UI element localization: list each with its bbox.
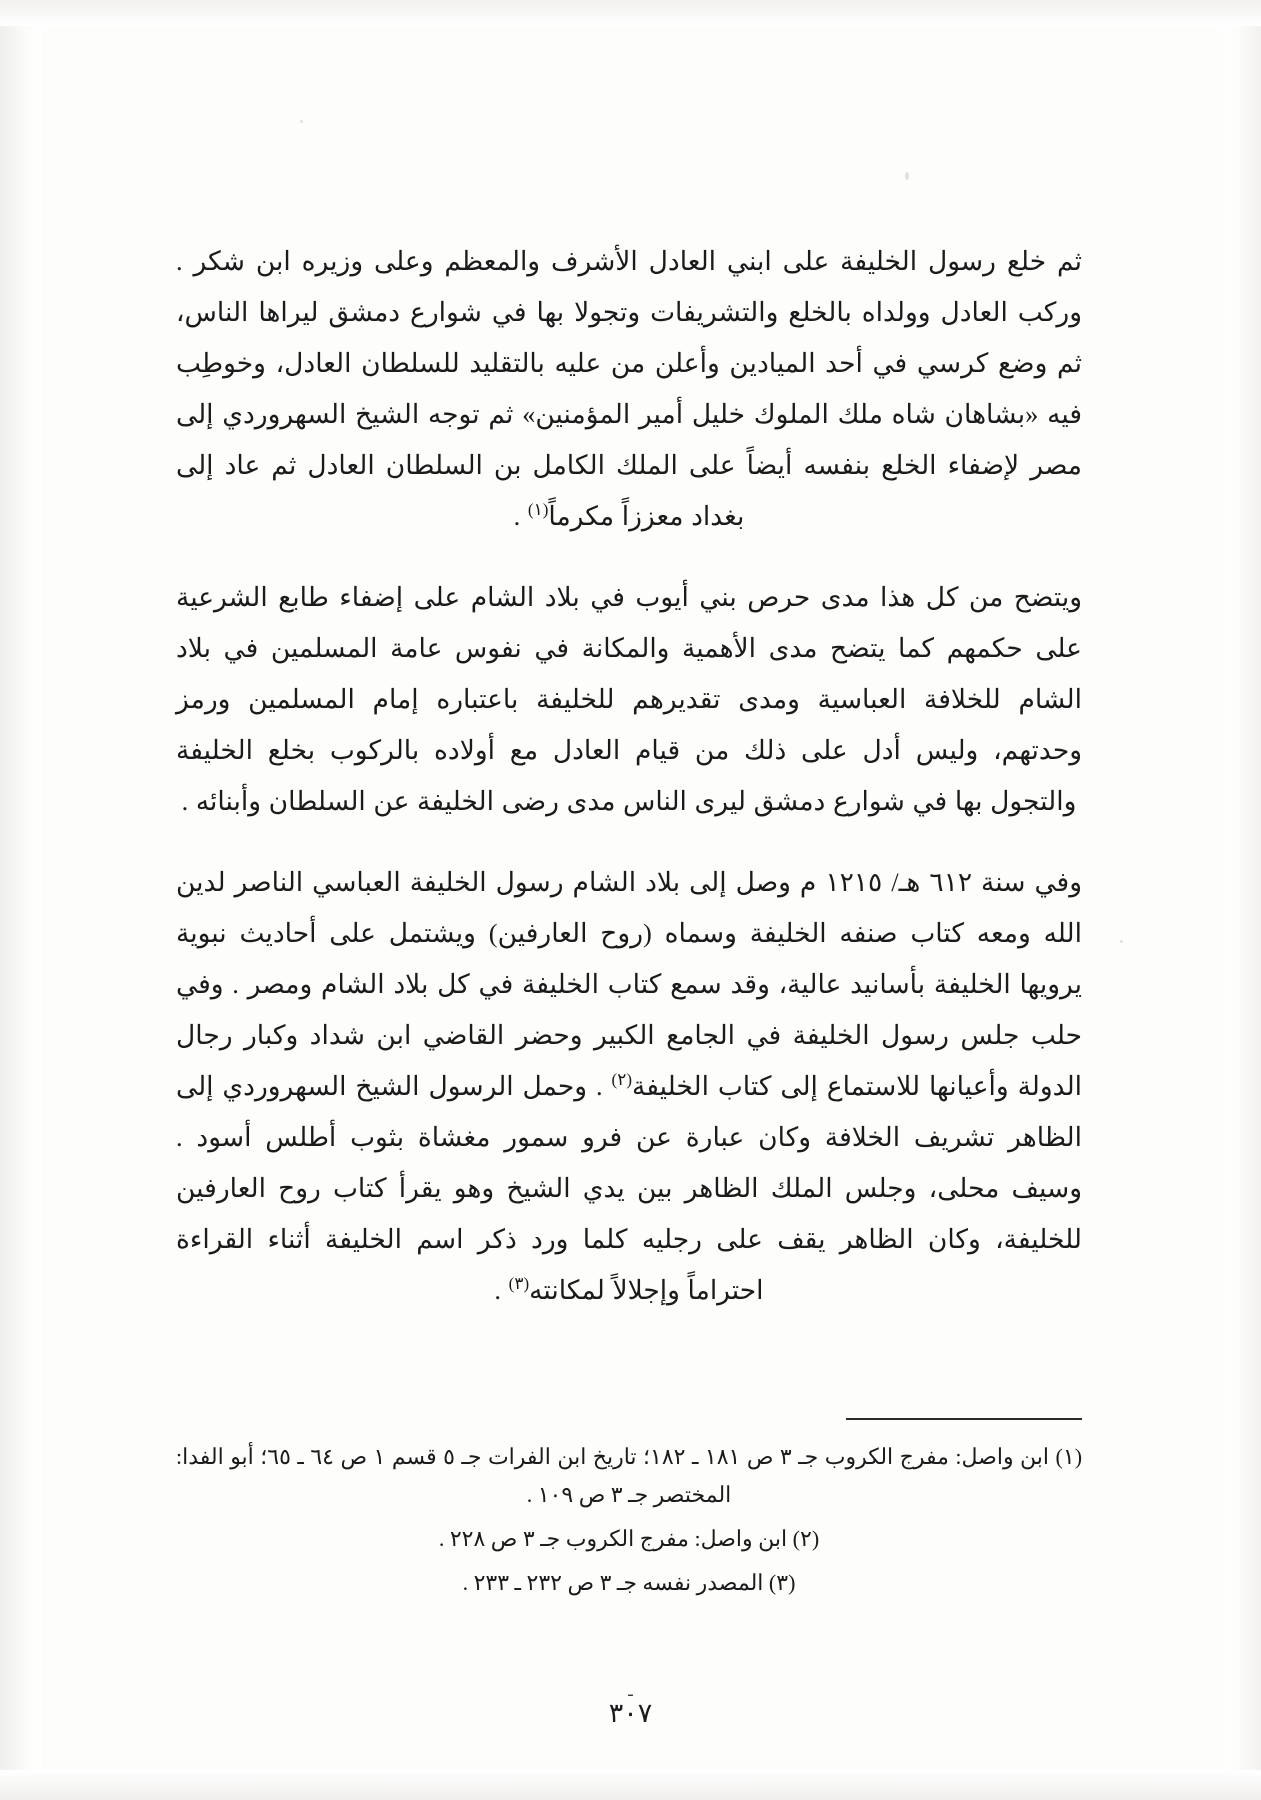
- footnote-text: المصدر نفسه جـ ٣ ص ٢٣٢ ـ ٢٣٣ .: [462, 1570, 764, 1595]
- paragraph-2-text: ويتضح من كل هذا مدى حرص بني أيوب في بلاد الشام على إضفاء طابع الشرعية على حكمهم كما يتضح مدى الأهمية والمكانة في نفوس عامة المسلمين في بلاد الشام للخلافة العباسية ومدى تقديرهم للخليفة باعتباره إمام المسلمين ورمز وحدتهم، وليس أدل على ذلك من قيام العادل مع أولاده بالركوب بخلع الخليفة والتجول بها في شوارع دمشق ليرى الناس مدى رضى الخليفة عن السلطان وأبنائه .: [176, 582, 1082, 816]
- page-number-tick: ـ: [628, 1683, 633, 1700]
- paragraph-2: [176, 572, 1082, 827]
- page-edge-bottom: [0, 1770, 1261, 1800]
- footnote-marker: (١): [1055, 1444, 1083, 1469]
- footnote-marker-2[interactable]: (٢): [611, 1070, 633, 1090]
- paragraph-1: [176, 236, 1082, 542]
- paragraph-1-period: .: [513, 501, 528, 531]
- paragraph-4-text: وحمل الرسول الشيخ السهروردي إلى الظاهر تشريف الخلافة وكان عبارة عن فرو سمور مغشاة بثوب أطلس أسود . وسيف محلى، وجلس الملك الظاهر بين يدي الشيخ وهو يقرأ كتاب روح العارفين للخليفة، وكان الظاهر يقف على رجليه كلما ورد ذكر اسم الخليفة أثناء القراءة احتراماً وإجلالاً لمكانته: [176, 1071, 1082, 1305]
- footnote-item: [176, 1520, 1082, 1558]
- page-edge-top: [0, 0, 1261, 26]
- page-edge-left: [0, 0, 42, 1800]
- footnote-marker-3[interactable]: (٣): [508, 1274, 530, 1294]
- page-number-value: ٣٠٧: [608, 1698, 653, 1728]
- footnotes-section: [176, 1418, 1082, 1608]
- footnote-marker: (٢): [792, 1526, 820, 1551]
- footnote-marker: (٣): [768, 1570, 796, 1595]
- paragraph-3: [176, 857, 1082, 1316]
- footnote-separator-rule: [846, 1418, 1082, 1420]
- paragraph-3-text: وفي سنة ٦١٢ هـ/ ١٢١٥ م وصل إلى بلاد الشام رسول الخليفة العباسي الناصر لدين الله ومعه كتاب صنفه الخليفة وسماه (روح العارفين) ويشتمل على أحاديث نبوية يرويها الخليفة بأسانيد عالية، وقد سمع كتاب الخليفة في كل بلاد الشام ومصر . وفي حلب جلس رسول الخليفة في الجامع الكبير وحضر القاضي ابن شداد وكبار رجال الدولة وأعيانها للاستماع إلى كتاب الخليفة: [176, 867, 1082, 1101]
- page-edge-right: [1223, 0, 1261, 1800]
- footnote-item: [176, 1438, 1082, 1514]
- paragraph-3-connector: .: [587, 1071, 612, 1101]
- footnote-item: [176, 1564, 1082, 1602]
- footnote-text: ابن واصل: مفرج الكروب جـ ٣ ص ٢٢٨ .: [438, 1526, 788, 1551]
- paragraph-1-text: ثم خلع رسول الخليفة على ابني العادل الأشرف والمعظم وعلى وزيره ابن شكر . وركب العادل وولداه بالخلع والتشريفات وتجولا بها في شوارع دمشق ليراها الناس، ثم وضع كرسي في أحد الميادين وأعلن من عليه بالتقليد للسلطان العادل، وخوطِب فيه «بشاهان شاه ملك الملوك خليل أمير المؤمنين» ثم توجه الشيخ السهروردي إلى مصر لإضفاء الخلع بنفسه أيضاً على الملك الكامل بن السلطان العادل ثم عاد إلى بغداد معززاً مكرماً: [176, 246, 1082, 531]
- page-number: [0, 1683, 1261, 1729]
- footnote-text: ابن واصل: مفرج الكروب جـ ٣ ص ١٨١ ـ ١٨٢؛ تاريخ ابن الفرات جـ ٥ قسم ١ ص ٦٤ ـ ٦٥؛ أبو الفدا: المختصر جـ ٣ ص ١٠٩ .: [176, 1444, 1050, 1507]
- paragraph-4-period: .: [494, 1275, 509, 1305]
- footnote-marker-1[interactable]: (١): [527, 500, 549, 520]
